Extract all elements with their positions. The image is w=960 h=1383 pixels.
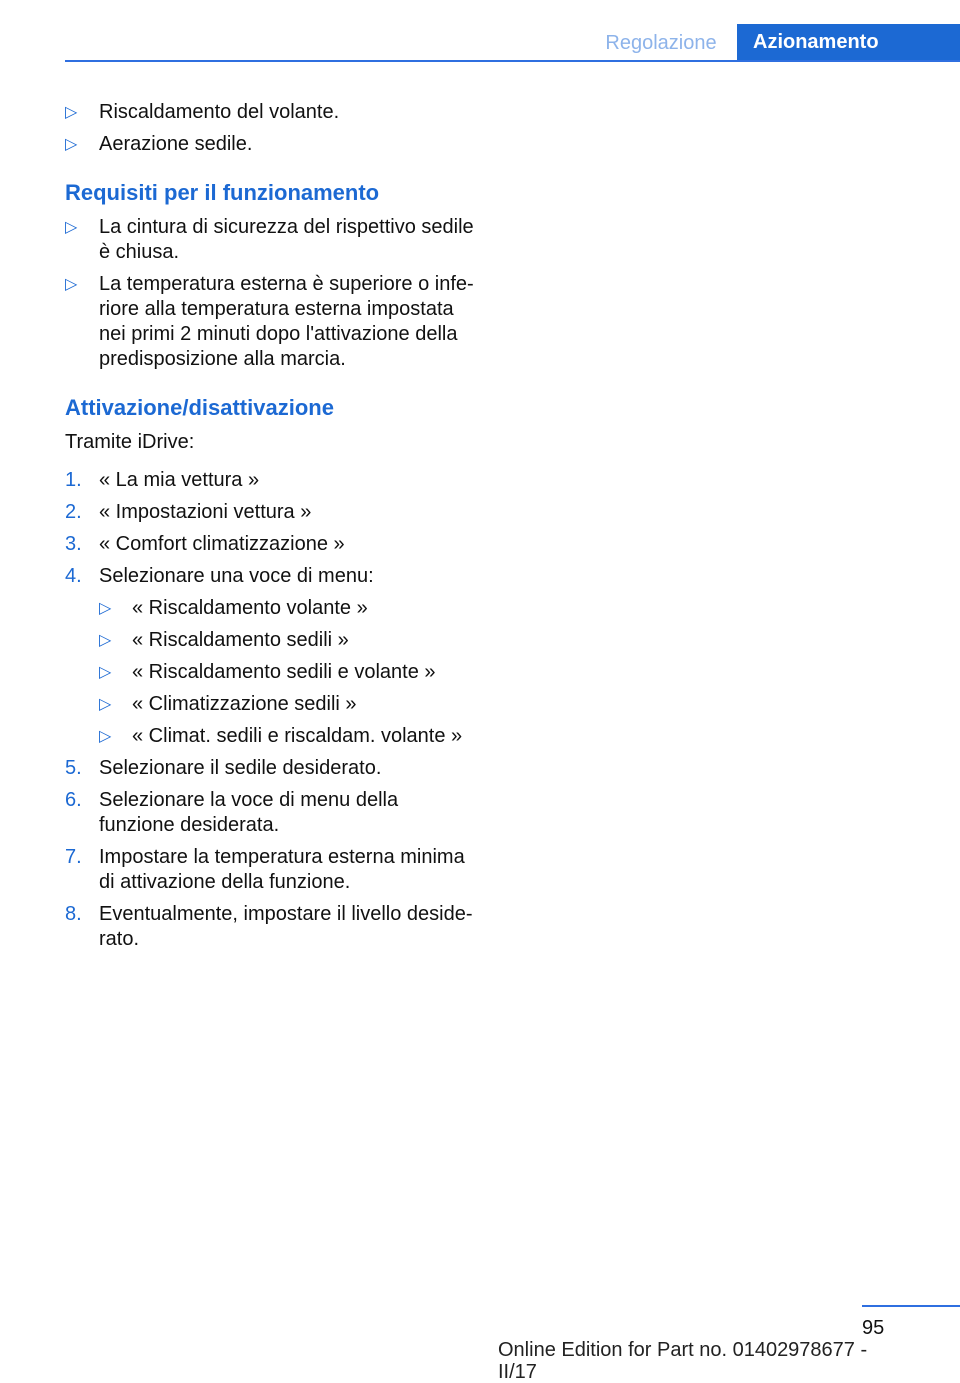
menu-option-item xyxy=(99,660,477,685)
page-content xyxy=(65,100,477,959)
menu-option-item xyxy=(99,692,477,717)
requirements-heading: Requisiti per il funzionamento xyxy=(65,180,380,205)
step-number: 7. xyxy=(65,846,82,868)
step-text: « La mia vettura » xyxy=(99,469,260,491)
step-item xyxy=(65,902,477,952)
menu-option-item xyxy=(99,724,477,749)
step-item xyxy=(65,845,477,895)
triangle-bullet-icon: ▷ xyxy=(99,728,112,745)
step-number: 5. xyxy=(65,757,82,779)
requirement-item xyxy=(65,272,477,372)
step-text: Eventualmente, impostare il livello desiderato. xyxy=(99,903,473,950)
step-text: « Comfort climatizzazione » xyxy=(99,533,345,555)
step-item xyxy=(65,500,477,525)
header-section-tab: Regolazione xyxy=(605,32,717,54)
intro-bullet xyxy=(65,100,477,125)
triangle-bullet-icon: ▷ xyxy=(99,600,112,617)
step-item xyxy=(65,756,477,781)
menu-option-item xyxy=(99,628,477,653)
step-number: 1. xyxy=(65,469,82,491)
triangle-bullet-icon: ▷ xyxy=(99,664,112,681)
triangle-bullet-icon: ▷ xyxy=(99,696,112,713)
requirement-item xyxy=(65,215,477,265)
intro-bullet xyxy=(65,132,477,157)
menu-options-list xyxy=(99,596,477,749)
menu-option-text: « Climat. sedili e riscaldam. volante » xyxy=(132,725,463,747)
triangle-bullet-icon: ▷ xyxy=(65,136,78,153)
menu-option-text: « Riscaldamento sedili e volante » xyxy=(132,661,436,683)
triangle-bullet-icon: ▷ xyxy=(65,104,78,121)
menu-option-text: « Riscaldamento volante » xyxy=(132,597,368,619)
step-text: Impostare la temperatura esterna minima di attivazione della funzione. xyxy=(99,846,465,893)
step-item xyxy=(65,564,477,749)
step-item xyxy=(65,788,477,838)
header-chapter-tab: Azionamento xyxy=(737,24,960,60)
step-number: 8. xyxy=(65,903,82,925)
triangle-bullet-icon: ▷ xyxy=(65,219,78,236)
step-item xyxy=(65,532,477,557)
intro-bullet-text: Riscaldamento del volante. xyxy=(99,101,340,123)
menu-option-item xyxy=(99,596,477,621)
menu-option-text: « Climatizzazione sedili » xyxy=(132,693,357,715)
edition-footer: Online Edition for Part no. 01402978677 - II/17 xyxy=(498,1339,868,1383)
step-text: Selezionare una voce di menu: xyxy=(99,565,374,587)
requirement-text: La temperatura esterna è superiore o inferiore alla temperatura esterna impostata nei primi 2 minuti dopo l'attivazione della predisposizione alla marcia. xyxy=(99,273,474,370)
triangle-bullet-icon: ▷ xyxy=(99,632,112,649)
triangle-bullet-icon: ▷ xyxy=(65,276,78,293)
requirement-text: La cintura di sicurezza del rispettivo sedile è chiusa. xyxy=(99,216,474,263)
step-item xyxy=(65,468,477,493)
page-number: 95 xyxy=(862,1317,885,1339)
intro-bullet-text: Aerazione sedile. xyxy=(99,133,253,155)
step-number: 6. xyxy=(65,789,82,811)
step-text: Selezionare il sedile desiderato. xyxy=(99,757,382,779)
footer-rule xyxy=(862,1305,960,1307)
step-number: 4. xyxy=(65,565,82,587)
menu-option-text: « Riscaldamento sedili » xyxy=(132,629,349,651)
step-text: Selezionare la voce di menu della funzione desiderata. xyxy=(99,789,399,836)
step-text: « Impostazioni vettura » xyxy=(99,501,312,523)
header-rule xyxy=(65,60,960,62)
activation-intro: Tramite iDrive: xyxy=(65,431,195,453)
activation-heading: Attivazione/disattivazione xyxy=(65,395,334,420)
step-number: 3. xyxy=(65,533,82,555)
step-number: 2. xyxy=(65,501,82,523)
